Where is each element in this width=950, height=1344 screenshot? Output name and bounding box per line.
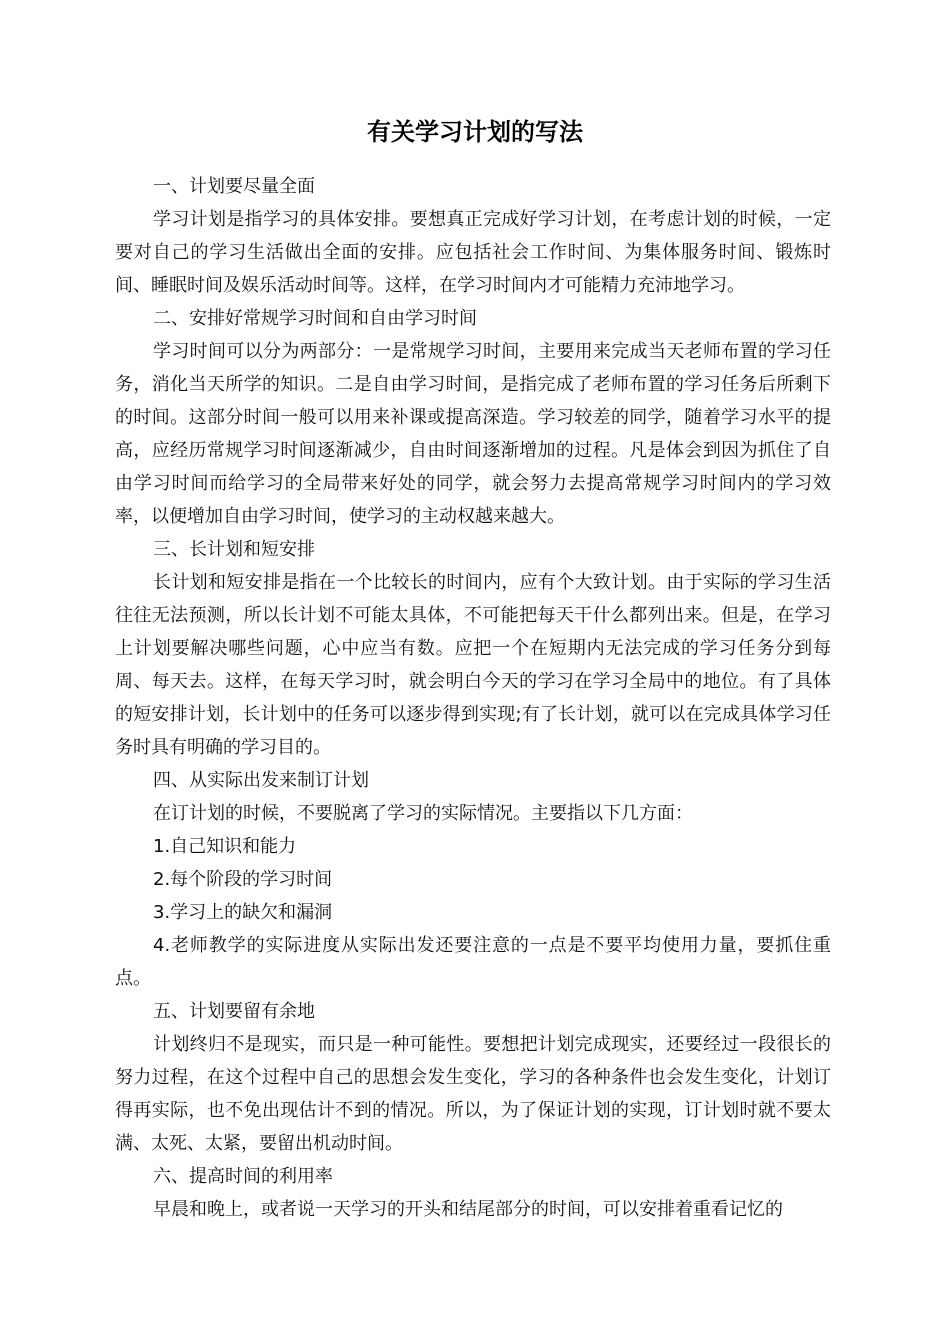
paragraph-6: 早晨和晚上，或者说一天学习的开头和结尾部分的时间，可以安排着重看记忆的 [153, 1199, 783, 1220]
section-heading-4: 四、从实际出发来制订计划 [153, 770, 369, 791]
paragraph-5: 计划终归不是现实，而只是一种可能性。要想把计划完成现实，还要经过一段很长的努力过程，在这个过程中自己的思想会发生变化，学习的各种条件也会发生变化，计划订得再实际，也不免出现估计不到的情况。所以，为了保证计划的实现，订计划时就不要太满、太死、太紧，要留出机动时间。 [115, 1034, 831, 1154]
list-item-2: 2.每个阶段的学习时间 [153, 869, 333, 890]
section-heading-3: 三、长计划和短安排 [153, 539, 315, 560]
document-body [115, 170, 831, 1226]
list-item-4: 4.老师教学的实际进度从实际出发还要注意的一点是不要平均使用力量，要抓住重点。 [115, 935, 831, 989]
paragraph-3: 长计划和短安排是指在一个比较长的时间内，应有个大致计划。由于实际的学习生活往往无法预测，所以长计划不可能太具体，不可能把每天干什么都列出来。但是，在学习上计划要解决哪些问题，心中应当有数。应把一个在短期内无法完成的学习任务分到每周、每天去。这样，在每天学习时，就会明白今天的学习在学习全局中的地位。有了具体的短安排计划，长计划中的任务可以逐步得到实现;有了长计划，就可以在完成具体学习任务时具有明确的学习目的。 [115, 572, 831, 758]
section-heading-1: 一、计划要尽量全面 [153, 176, 315, 197]
document-title: 有关学习计划的写法 [367, 118, 583, 146]
section-heading-2: 二、安排好常规学习时间和自由学习时间 [153, 308, 477, 329]
list-item-3: 3.学习上的缺欠和漏洞 [153, 902, 333, 923]
paragraph-2: 学习时间可以分为两部分：一是常规学习时间，主要用来完成当天老师布置的学习任务，消化当天所学的知识。二是自由学习时间，是指完成了老师布置的学习任务后所剩下的时间。这部分时间一般可以用来补课或提高深造。学习较差的同学，随着学习水平的提高，应经历常规学习时间逐渐减少，自由时间逐渐增加的过程。凡是体会到因为抓住了自由学习时间而给学习的全局带来好处的同学，就会努力去提高常规学习时间内的学习效率，以便增加自由学习时间，使学习的主动权越来越大。 [115, 341, 831, 527]
paragraph-1: 学习计划是指学习的具体安排。要想真正完成好学习计划，在考虑计划的时候，一定要对自己的学习生活做出全面的安排。应包括社会工作时间、为集体服务时间、锻炼时间、睡眠时间及娱乐活动时间等。这样，在学习时间内才可能精力充沛地学习。 [115, 209, 831, 296]
section-heading-5: 五、计划要留有余地 [153, 1001, 315, 1022]
section-heading-6: 六、提高时间的利用率 [153, 1166, 333, 1187]
paragraph-4: 在订计划的时候，不要脱离了学习的实际情况。主要指以下几方面： [153, 803, 693, 824]
list-item-1: 1.自己知识和能力 [153, 836, 297, 857]
